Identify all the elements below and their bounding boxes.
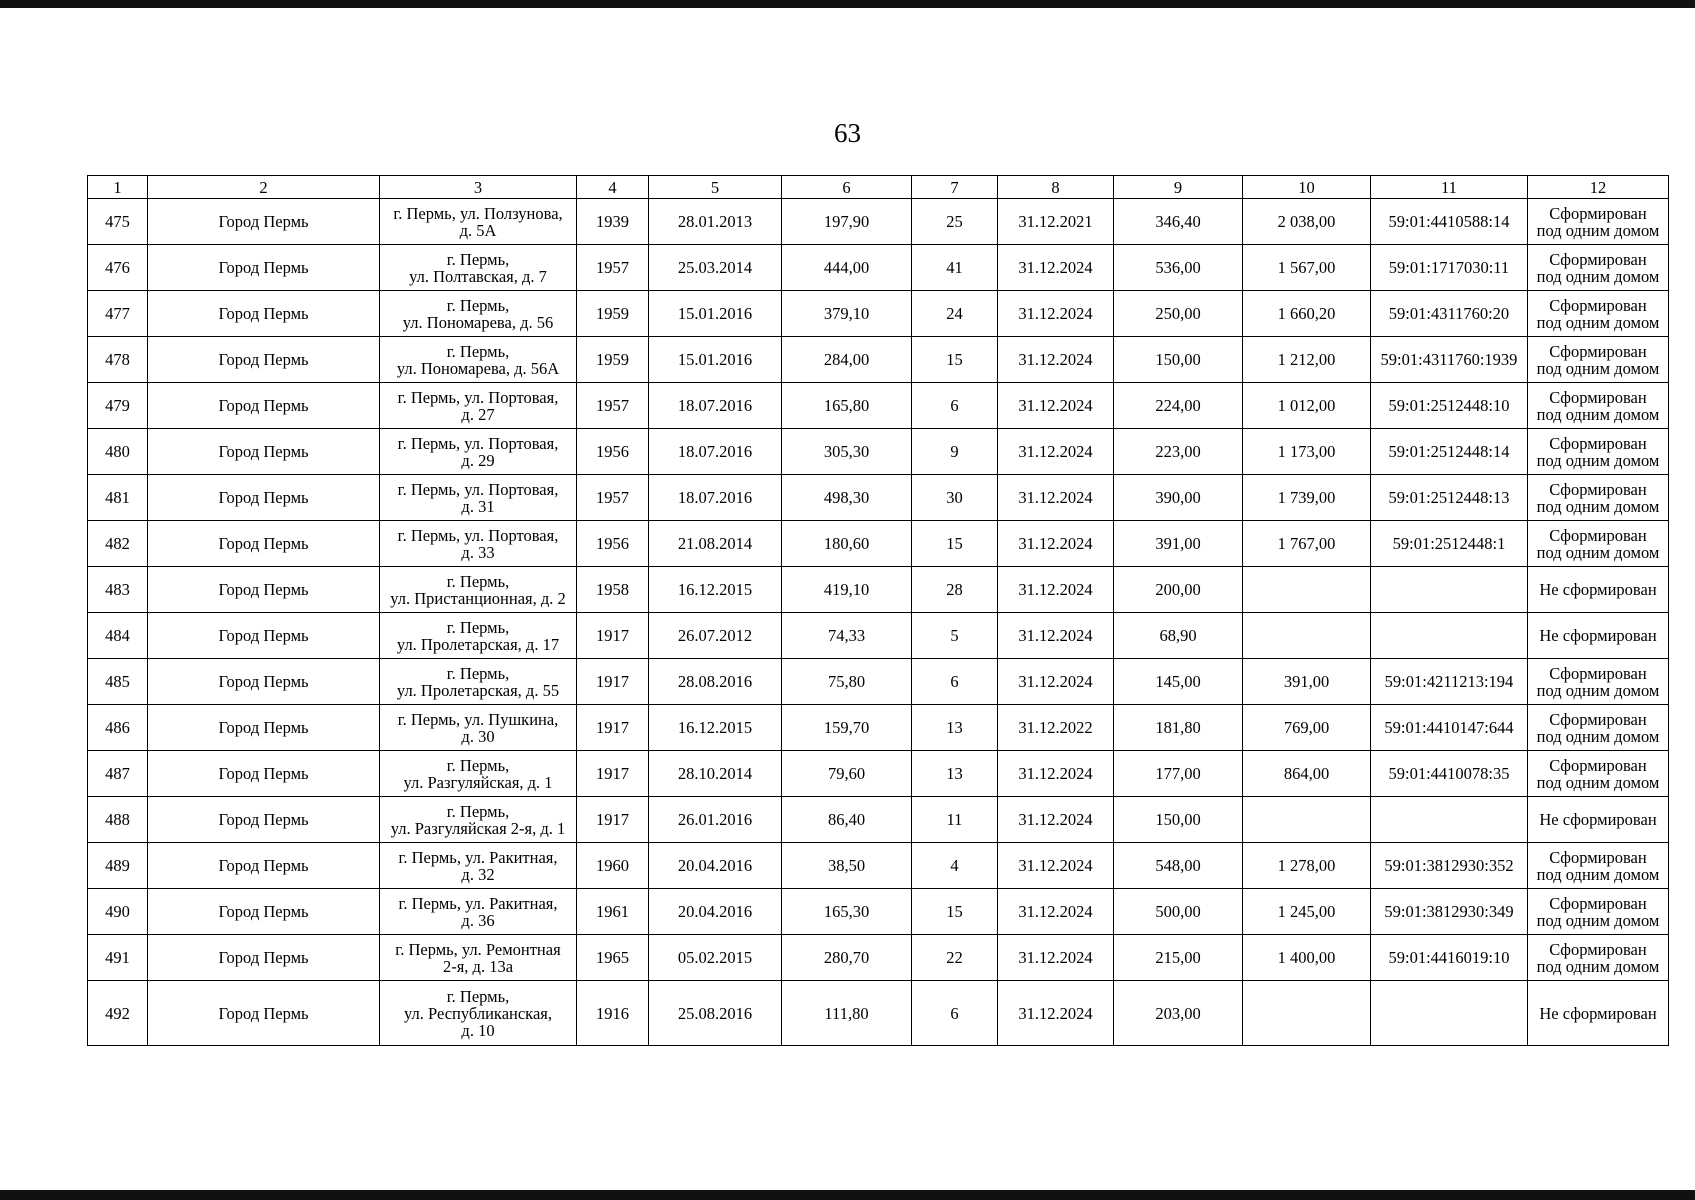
address-cell: г. Пермь, ул. Ракитная, д. 36	[380, 889, 577, 935]
area-cell: 159,70	[782, 705, 912, 751]
residents-cell: 28	[912, 567, 998, 613]
column-number: 11	[1371, 176, 1528, 199]
address-cell: г. Пермь, ул. Портовая, д. 27	[380, 383, 577, 429]
relocation-deadline-cell: 31.12.2024	[998, 797, 1114, 843]
land-status-cell: Не сформирован	[1528, 567, 1669, 613]
area-cell: 305,30	[782, 429, 912, 475]
row-number-cell: 478	[88, 337, 148, 383]
recognition-date-cell: 26.01.2016	[649, 797, 782, 843]
year-built-cell: 1957	[577, 475, 649, 521]
municipality-cell: Город Пермь	[148, 245, 380, 291]
land-area-cell: 1 278,00	[1243, 843, 1371, 889]
recognition-date-cell: 18.07.2016	[649, 475, 782, 521]
land-status-cell: Не сформирован	[1528, 613, 1669, 659]
relocation-deadline-cell: 31.12.2024	[998, 843, 1114, 889]
address-cell: г. Пермь, ул. Ползунова, д. 5А	[380, 199, 577, 245]
area-column-9-cell: 346,40	[1114, 199, 1243, 245]
municipality-cell: Город Пермь	[148, 199, 380, 245]
year-built-cell: 1917	[577, 705, 649, 751]
relocation-deadline-cell: 31.12.2024	[998, 291, 1114, 337]
cadastral-number-cell: 59:01:4410147:644	[1371, 705, 1528, 751]
year-built-cell: 1957	[577, 383, 649, 429]
land-area-cell: 1 767,00	[1243, 521, 1371, 567]
cadastral-number-cell: 59:01:4410078:35	[1371, 751, 1528, 797]
table-row	[88, 245, 1669, 291]
land-area-cell	[1243, 567, 1371, 613]
row-number-cell: 487	[88, 751, 148, 797]
cadastral-number-cell: 59:01:4410588:14	[1371, 199, 1528, 245]
municipality-cell: Город Пермь	[148, 659, 380, 705]
relocation-deadline-cell: 31.12.2024	[998, 567, 1114, 613]
column-number: 2	[148, 176, 380, 199]
column-number: 1	[88, 176, 148, 199]
recognition-date-cell: 21.08.2014	[649, 521, 782, 567]
page-number: 63	[834, 118, 861, 148]
recognition-date-cell: 15.01.2016	[649, 291, 782, 337]
land-status-cell: Сформирован под одним домом	[1528, 429, 1669, 475]
year-built-cell: 1959	[577, 337, 649, 383]
area-column-9-cell: 500,00	[1114, 889, 1243, 935]
table-body	[88, 199, 1669, 1046]
row-number-cell: 491	[88, 935, 148, 981]
row-number-cell: 480	[88, 429, 148, 475]
area-cell: 165,80	[782, 383, 912, 429]
area-column-9-cell: 145,00	[1114, 659, 1243, 705]
column-number: 6	[782, 176, 912, 199]
recognition-date-cell: 25.03.2014	[649, 245, 782, 291]
land-area-cell: 1 739,00	[1243, 475, 1371, 521]
area-column-9-cell: 150,00	[1114, 337, 1243, 383]
address-cell: г. Пермь, ул. Пролетарская, д. 55	[380, 659, 577, 705]
land-area-cell: 1 212,00	[1243, 337, 1371, 383]
land-area-cell	[1243, 797, 1371, 843]
address-cell: г. Пермь, ул. Пролетарская, д. 17	[380, 613, 577, 659]
land-status-cell: Сформирован под одним домом	[1528, 475, 1669, 521]
residents-cell: 6	[912, 383, 998, 429]
table-row	[88, 751, 1669, 797]
address-cell: г. Пермь, ул. Разгуляйская, д. 1	[380, 751, 577, 797]
area-cell: 284,00	[782, 337, 912, 383]
residents-cell: 4	[912, 843, 998, 889]
municipality-cell: Город Пермь	[148, 843, 380, 889]
municipality-cell: Город Пермь	[148, 567, 380, 613]
area-cell: 79,60	[782, 751, 912, 797]
recognition-date-cell: 25.08.2016	[649, 981, 782, 1046]
land-status-cell: Сформирован под одним домом	[1528, 751, 1669, 797]
municipality-cell: Город Пермь	[148, 797, 380, 843]
row-number-cell: 485	[88, 659, 148, 705]
land-status-cell: Сформирован под одним домом	[1528, 337, 1669, 383]
land-status-cell: Сформирован под одним домом	[1528, 245, 1669, 291]
year-built-cell: 1917	[577, 659, 649, 705]
row-number-cell: 481	[88, 475, 148, 521]
residents-cell: 13	[912, 705, 998, 751]
relocation-deadline-cell: 31.12.2024	[998, 429, 1114, 475]
table-row	[88, 705, 1669, 751]
land-status-cell: Сформирован под одним домом	[1528, 843, 1669, 889]
relocation-deadline-cell: 31.12.2024	[998, 383, 1114, 429]
year-built-cell: 1917	[577, 751, 649, 797]
recognition-date-cell: 28.01.2013	[649, 199, 782, 245]
relocation-deadline-cell: 31.12.2024	[998, 613, 1114, 659]
land-status-cell: Сформирован под одним домом	[1528, 659, 1669, 705]
area-column-9-cell: 215,00	[1114, 935, 1243, 981]
address-cell: г. Пермь, ул. Разгуляйская 2-я, д. 1	[380, 797, 577, 843]
cadastral-number-cell	[1371, 797, 1528, 843]
recognition-date-cell: 26.07.2012	[649, 613, 782, 659]
area-column-9-cell: 181,80	[1114, 705, 1243, 751]
residents-cell: 6	[912, 659, 998, 705]
residents-cell: 15	[912, 889, 998, 935]
land-status-cell: Не сформирован	[1528, 797, 1669, 843]
table-row	[88, 337, 1669, 383]
municipality-cell: Город Пермь	[148, 475, 380, 521]
year-built-cell: 1917	[577, 613, 649, 659]
table-row	[88, 291, 1669, 337]
municipality-cell: Город Пермь	[148, 383, 380, 429]
year-built-cell: 1956	[577, 521, 649, 567]
year-built-cell: 1960	[577, 843, 649, 889]
area-column-9-cell: 177,00	[1114, 751, 1243, 797]
relocation-deadline-cell: 31.12.2024	[998, 659, 1114, 705]
area-cell: 197,90	[782, 199, 912, 245]
area-cell: 419,10	[782, 567, 912, 613]
row-number-cell: 476	[88, 245, 148, 291]
row-number-cell: 486	[88, 705, 148, 751]
year-built-cell: 1956	[577, 429, 649, 475]
area-cell: 75,80	[782, 659, 912, 705]
recognition-date-cell: 16.12.2015	[649, 705, 782, 751]
land-area-cell: 1 173,00	[1243, 429, 1371, 475]
table-row	[88, 659, 1669, 705]
relocation-deadline-cell: 31.12.2024	[998, 521, 1114, 567]
municipality-cell: Город Пермь	[148, 521, 380, 567]
address-cell: г. Пермь, ул. Портовая, д. 31	[380, 475, 577, 521]
residents-cell: 5	[912, 613, 998, 659]
table-row	[88, 429, 1669, 475]
table-row	[88, 199, 1669, 245]
municipality-cell: Город Пермь	[148, 337, 380, 383]
residents-cell: 30	[912, 475, 998, 521]
column-number: 5	[649, 176, 782, 199]
municipality-cell: Город Пермь	[148, 935, 380, 981]
row-number-cell: 484	[88, 613, 148, 659]
residents-cell: 15	[912, 521, 998, 567]
relocation-deadline-cell: 31.12.2024	[998, 935, 1114, 981]
area-cell: 74,33	[782, 613, 912, 659]
year-built-cell: 1959	[577, 291, 649, 337]
address-cell: г. Пермь, ул. Портовая, д. 29	[380, 429, 577, 475]
relocation-deadline-cell: 31.12.2024	[998, 981, 1114, 1046]
relocation-deadline-cell: 31.12.2022	[998, 705, 1114, 751]
area-column-9-cell: 390,00	[1114, 475, 1243, 521]
table-row	[88, 383, 1669, 429]
cadastral-number-cell: 59:01:3812930:349	[1371, 889, 1528, 935]
municipality-cell: Город Пермь	[148, 429, 380, 475]
land-status-cell: Сформирован под одним домом	[1528, 291, 1669, 337]
row-number-cell: 479	[88, 383, 148, 429]
residents-cell: 22	[912, 935, 998, 981]
area-column-9-cell: 150,00	[1114, 797, 1243, 843]
land-status-cell: Сформирован под одним домом	[1528, 889, 1669, 935]
year-built-cell: 1916	[577, 981, 649, 1046]
table-row	[88, 981, 1669, 1046]
housing-register-table	[87, 175, 1669, 1046]
column-number: 3	[380, 176, 577, 199]
land-area-cell: 1 660,20	[1243, 291, 1371, 337]
residents-cell: 11	[912, 797, 998, 843]
land-area-cell	[1243, 981, 1371, 1046]
column-number: 12	[1528, 176, 1669, 199]
area-cell: 86,40	[782, 797, 912, 843]
relocation-deadline-cell: 31.12.2024	[998, 245, 1114, 291]
area-column-9-cell: 224,00	[1114, 383, 1243, 429]
area-cell: 379,10	[782, 291, 912, 337]
row-number-cell: 488	[88, 797, 148, 843]
cadastral-number-cell: 59:01:4311760:20	[1371, 291, 1528, 337]
land-status-cell: Сформирован под одним домом	[1528, 383, 1669, 429]
cadastral-number-cell: 59:01:2512448:1	[1371, 521, 1528, 567]
municipality-cell: Город Пермь	[148, 981, 380, 1046]
column-number: 4	[577, 176, 649, 199]
residents-cell: 13	[912, 751, 998, 797]
cadastral-number-cell: 59:01:4416019:10	[1371, 935, 1528, 981]
column-number: 9	[1114, 176, 1243, 199]
address-cell: г. Пермь, ул. Пономарева, д. 56	[380, 291, 577, 337]
column-number: 8	[998, 176, 1114, 199]
residents-cell: 25	[912, 199, 998, 245]
municipality-cell: Город Пермь	[148, 613, 380, 659]
address-cell: г. Пермь, ул. Портовая, д. 33	[380, 521, 577, 567]
table-row	[88, 889, 1669, 935]
address-cell: г. Пермь, ул. Полтавская, д. 7	[380, 245, 577, 291]
scan-edge-top	[0, 0, 1695, 8]
cadastral-number-cell: 59:01:3812930:352	[1371, 843, 1528, 889]
cadastral-number-cell: 59:01:1717030:11	[1371, 245, 1528, 291]
land-status-cell: Сформирован под одним домом	[1528, 199, 1669, 245]
cadastral-number-cell: 59:01:4211213:194	[1371, 659, 1528, 705]
land-status-cell: Сформирован под одним домом	[1528, 705, 1669, 751]
area-column-9-cell: 548,00	[1114, 843, 1243, 889]
municipality-cell: Город Пермь	[148, 705, 380, 751]
land-area-cell: 1 400,00	[1243, 935, 1371, 981]
area-column-9-cell: 203,00	[1114, 981, 1243, 1046]
recognition-date-cell: 15.01.2016	[649, 337, 782, 383]
row-number-cell: 490	[88, 889, 148, 935]
land-status-cell: Сформирован под одним домом	[1528, 935, 1669, 981]
year-built-cell: 1958	[577, 567, 649, 613]
area-cell: 38,50	[782, 843, 912, 889]
land-area-cell: 1 012,00	[1243, 383, 1371, 429]
relocation-deadline-cell: 31.12.2024	[998, 889, 1114, 935]
land-area-cell: 864,00	[1243, 751, 1371, 797]
year-built-cell: 1961	[577, 889, 649, 935]
row-number-cell: 489	[88, 843, 148, 889]
recognition-date-cell: 28.10.2014	[649, 751, 782, 797]
cadastral-number-cell	[1371, 613, 1528, 659]
year-built-cell: 1957	[577, 245, 649, 291]
land-area-cell: 769,00	[1243, 705, 1371, 751]
municipality-cell: Город Пермь	[148, 889, 380, 935]
table-row	[88, 935, 1669, 981]
area-column-9-cell: 200,00	[1114, 567, 1243, 613]
recognition-date-cell: 18.07.2016	[649, 383, 782, 429]
cadastral-number-cell	[1371, 567, 1528, 613]
cadastral-number-cell: 59:01:2512448:14	[1371, 429, 1528, 475]
table-row	[88, 475, 1669, 521]
cadastral-number-cell: 59:01:2512448:10	[1371, 383, 1528, 429]
year-built-cell: 1965	[577, 935, 649, 981]
residents-cell: 41	[912, 245, 998, 291]
address-cell: г. Пермь, ул. Ремонтная 2-я, д. 13а	[380, 935, 577, 981]
address-cell: г. Пермь, ул. Пономарева, д. 56А	[380, 337, 577, 383]
area-cell: 444,00	[782, 245, 912, 291]
row-number-cell: 482	[88, 521, 148, 567]
land-area-cell	[1243, 613, 1371, 659]
cadastral-number-cell: 59:01:4311760:1939	[1371, 337, 1528, 383]
land-area-cell: 1 567,00	[1243, 245, 1371, 291]
table-row	[88, 521, 1669, 567]
table-row	[88, 567, 1669, 613]
scan-edge-bottom	[0, 1190, 1695, 1200]
area-cell: 165,30	[782, 889, 912, 935]
land-area-cell: 391,00	[1243, 659, 1371, 705]
area-column-9-cell: 391,00	[1114, 521, 1243, 567]
row-number-cell: 477	[88, 291, 148, 337]
recognition-date-cell: 18.07.2016	[649, 429, 782, 475]
land-status-cell: Не сформирован	[1528, 981, 1669, 1046]
relocation-deadline-cell: 31.12.2024	[998, 337, 1114, 383]
area-column-9-cell: 536,00	[1114, 245, 1243, 291]
recognition-date-cell: 20.04.2016	[649, 843, 782, 889]
cadastral-number-cell: 59:01:2512448:13	[1371, 475, 1528, 521]
residents-cell: 9	[912, 429, 998, 475]
recognition-date-cell: 20.04.2016	[649, 889, 782, 935]
relocation-deadline-cell: 31.12.2024	[998, 475, 1114, 521]
area-column-9-cell: 223,00	[1114, 429, 1243, 475]
land-area-cell: 1 245,00	[1243, 889, 1371, 935]
relocation-deadline-cell: 31.12.2021	[998, 199, 1114, 245]
area-column-9-cell: 250,00	[1114, 291, 1243, 337]
residents-cell: 24	[912, 291, 998, 337]
relocation-deadline-cell: 31.12.2024	[998, 751, 1114, 797]
area-column-9-cell: 68,90	[1114, 613, 1243, 659]
land-area-cell: 2 038,00	[1243, 199, 1371, 245]
recognition-date-cell: 05.02.2015	[649, 935, 782, 981]
recognition-date-cell: 16.12.2015	[649, 567, 782, 613]
row-number-cell: 475	[88, 199, 148, 245]
year-built-cell: 1939	[577, 199, 649, 245]
column-number-header-row	[88, 176, 1669, 199]
year-built-cell: 1917	[577, 797, 649, 843]
recognition-date-cell: 28.08.2016	[649, 659, 782, 705]
area-cell: 180,60	[782, 521, 912, 567]
table-row	[88, 797, 1669, 843]
row-number-cell: 492	[88, 981, 148, 1046]
land-status-cell: Сформирован под одним домом	[1528, 521, 1669, 567]
address-cell: г. Пермь, ул. Пристанционная, д. 2	[380, 567, 577, 613]
column-number: 7	[912, 176, 998, 199]
residents-cell: 15	[912, 337, 998, 383]
table-row	[88, 613, 1669, 659]
area-cell: 498,30	[782, 475, 912, 521]
municipality-cell: Город Пермь	[148, 291, 380, 337]
cadastral-number-cell	[1371, 981, 1528, 1046]
address-cell: г. Пермь, ул. Республиканская, д. 10	[380, 981, 577, 1046]
table-row	[88, 843, 1669, 889]
residents-cell: 6	[912, 981, 998, 1046]
municipality-cell: Город Пермь	[148, 751, 380, 797]
column-number: 10	[1243, 176, 1371, 199]
address-cell: г. Пермь, ул. Ракитная, д. 32	[380, 843, 577, 889]
area-cell: 280,70	[782, 935, 912, 981]
address-cell: г. Пермь, ул. Пушкина, д. 30	[380, 705, 577, 751]
row-number-cell: 483	[88, 567, 148, 613]
area-cell: 111,80	[782, 981, 912, 1046]
